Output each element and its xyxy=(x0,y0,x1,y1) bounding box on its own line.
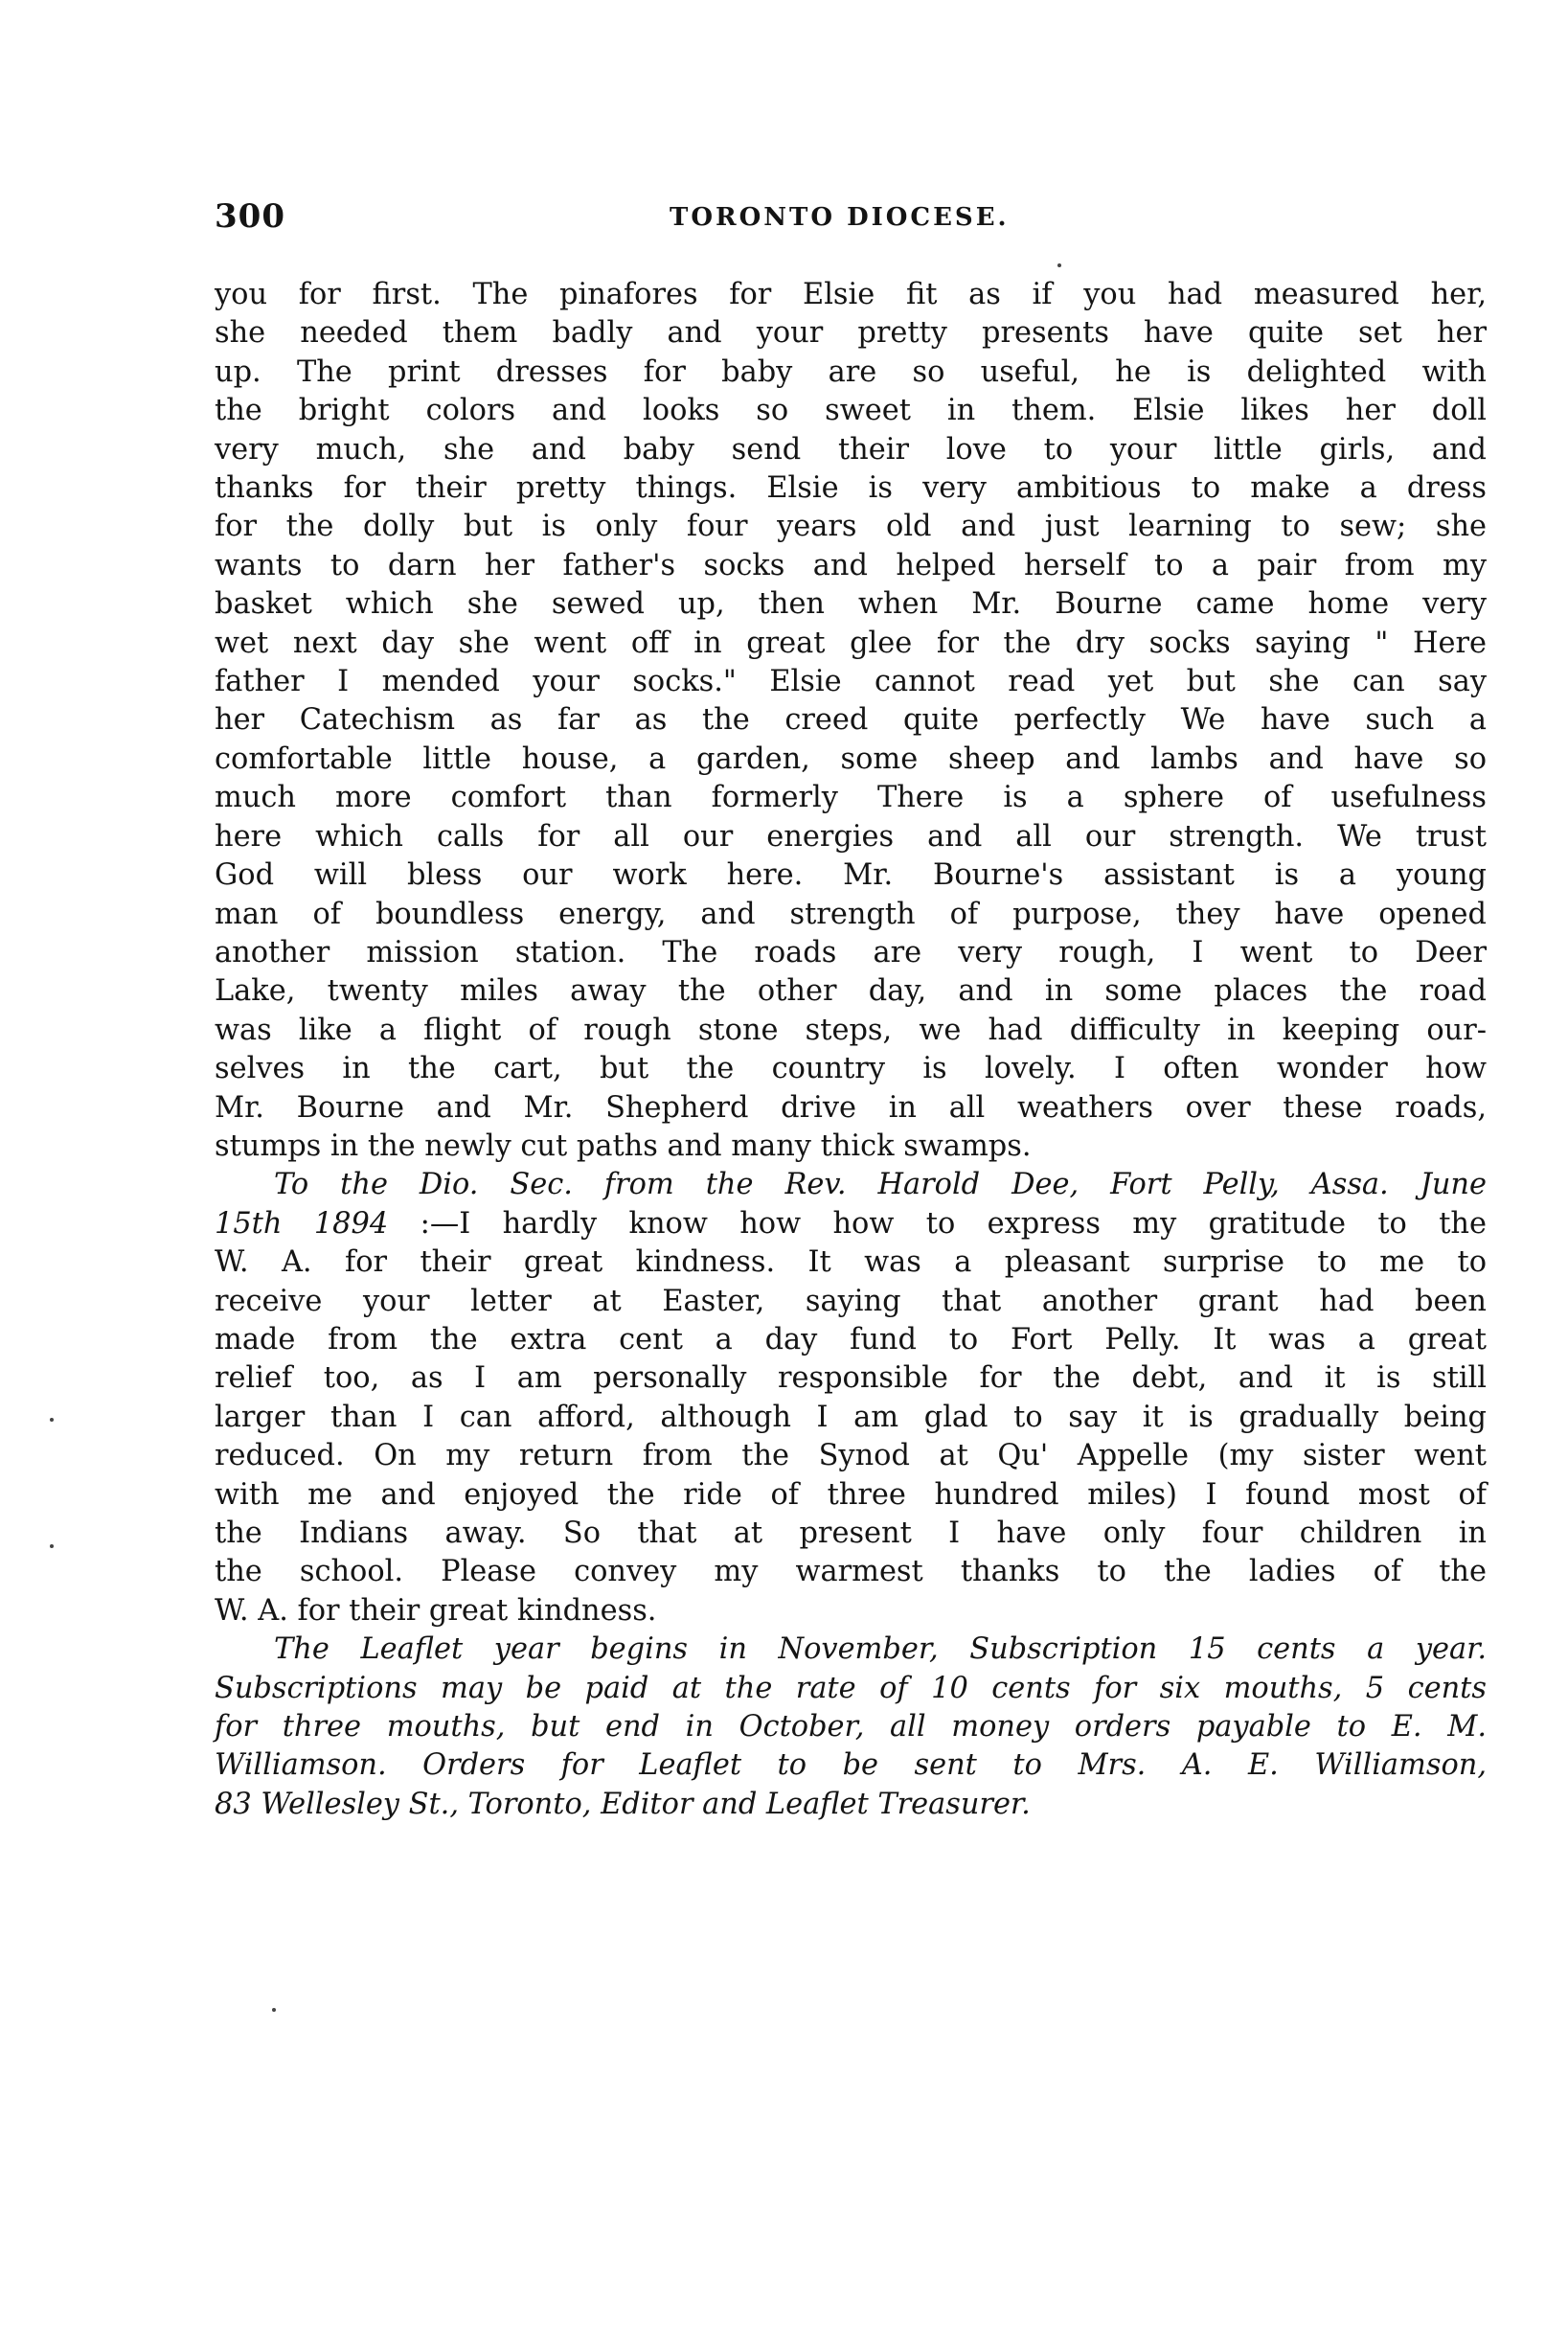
text-line: the bright colors and looks so sweet in them. Elsie likes her doll xyxy=(215,394,1487,428)
text-line: selves in the cart, but the country is lovely. I often wonder how xyxy=(215,1052,1487,1086)
text-line: father I mended your socks." Elsie cannot read yet but she can say xyxy=(215,665,1487,699)
text-line: for the dolly but is only four years old and just learning to sew; she xyxy=(215,510,1487,544)
text-line: wants to darn her father's socks and helped herself to a pair from my xyxy=(215,548,1487,582)
text-line: very much, she and baby send their love to your little girls, and xyxy=(215,432,1487,467)
notice-line: Subscriptions may be paid at the rate of 10 cents for six mouths, 5 cents xyxy=(215,1671,1487,1705)
scan-speck xyxy=(272,2008,276,2012)
text-line: made from the extra cent a day fund to Fort Pelly. It was a great xyxy=(215,1322,1487,1357)
text-line xyxy=(215,1205,1487,1243)
page-number: 300 xyxy=(215,197,285,236)
running-head: TORONTO DIOCESE. xyxy=(670,203,1010,232)
text-line: she needed them badly and your pretty presents have quite set her xyxy=(215,316,1487,351)
text-line: wet next day she went off in great glee for the dry socks saying " Here xyxy=(215,626,1487,660)
text-line: comfortable little house, a garden, some sheep and lambs and have so xyxy=(215,741,1487,776)
scan-speck xyxy=(1057,263,1061,267)
letter-heading-line: To the Dio. Sec. from the Rev. Harold Dee, Fort Pelly, Assa. June xyxy=(274,1168,1487,1202)
text-line: relief too, as I am personally responsible for the debt, and it is still xyxy=(215,1361,1487,1396)
text-line: with me and enjoyed the ride of three hundred miles) I found most of xyxy=(215,1477,1487,1512)
scan-speck xyxy=(50,1544,54,1548)
notice-line: Williamson. Orders for Leaflet to be sent to Mrs. A. E. Williamson, xyxy=(215,1748,1487,1783)
text-line: man of boundless energy, and strength of purpose, they have opened xyxy=(215,897,1487,931)
text-line: the Indians away. So that at present I have only four children in xyxy=(215,1516,1487,1550)
text-line: another mission station. The roads are very rough, I went to Deer xyxy=(215,935,1487,969)
notice-line: for three mouths, but end in October, all money orders payable to E. M. xyxy=(215,1710,1487,1744)
text-line: receive your letter at Easter, saying that another grant had been xyxy=(215,1284,1487,1318)
text-line: basket which she sewed up, then when Mr. Bourne came home very xyxy=(215,587,1487,622)
text-line: W. A. for their great kindness. It was a pleasant surprise to me to xyxy=(215,1245,1487,1280)
page-body xyxy=(215,276,1487,1824)
scan-speck xyxy=(50,1418,54,1422)
notice-line: 83 Wellesley St., Toronto, Editor and Leaflet Treasurer. xyxy=(215,1787,1031,1821)
text-line: the school. Please convey my warmest thanks to the ladies of the xyxy=(215,1555,1487,1589)
text-line: you for first. The pinafores for Elsie fit as if you had measured her, xyxy=(215,278,1487,311)
text-line: here which calls for all our energies and all our strength. We trust xyxy=(215,819,1487,854)
text-line: stumps in the newly cut paths and many thick swamps. xyxy=(215,1129,1032,1163)
text-line: W. A. for their great kindness. xyxy=(215,1593,657,1628)
letter-date: 15th 1894 xyxy=(215,1206,389,1241)
letter-opening: :—I hardly know how how to express my gratitude to the xyxy=(420,1206,1487,1241)
second-letter-paragraph xyxy=(215,1166,1487,1630)
text-line: God will bless our work here. Mr. Bourne's assistant is a young xyxy=(215,858,1487,893)
text-line: her Catechism as far as the creed quite perfectly We have such a xyxy=(215,703,1487,738)
text-line: up. The print dresses for baby are so useful, he is delighted with xyxy=(215,354,1487,389)
text-line: Mr. Bourne and Mr. Shepherd drive in all weathers over these roads, xyxy=(215,1090,1487,1125)
text-line: reduced. On my return from the Synod at Qu' Appelle (my sister went xyxy=(215,1439,1487,1473)
page-header xyxy=(215,197,1488,255)
text-line: much more comfort than formerly There is a sphere of usefulness xyxy=(215,781,1487,815)
text-line: thanks for their pretty things. Elsie is very ambitious to make a dress xyxy=(215,471,1487,506)
text-line: Lake, twenty miles away the other day, and in some places the road xyxy=(215,974,1487,1009)
letter-paragraph xyxy=(215,276,1487,1166)
text-line: larger than I can afford, although I am glad to say it is gradually being xyxy=(215,1400,1487,1434)
notice-line: The Leaflet year begins in November, Subscription 15 cents a year. xyxy=(274,1632,1487,1667)
text-line: was like a flight of rough stone steps, we had difficulty in keeping our- xyxy=(215,1013,1487,1047)
subscription-notice xyxy=(215,1630,1487,1824)
